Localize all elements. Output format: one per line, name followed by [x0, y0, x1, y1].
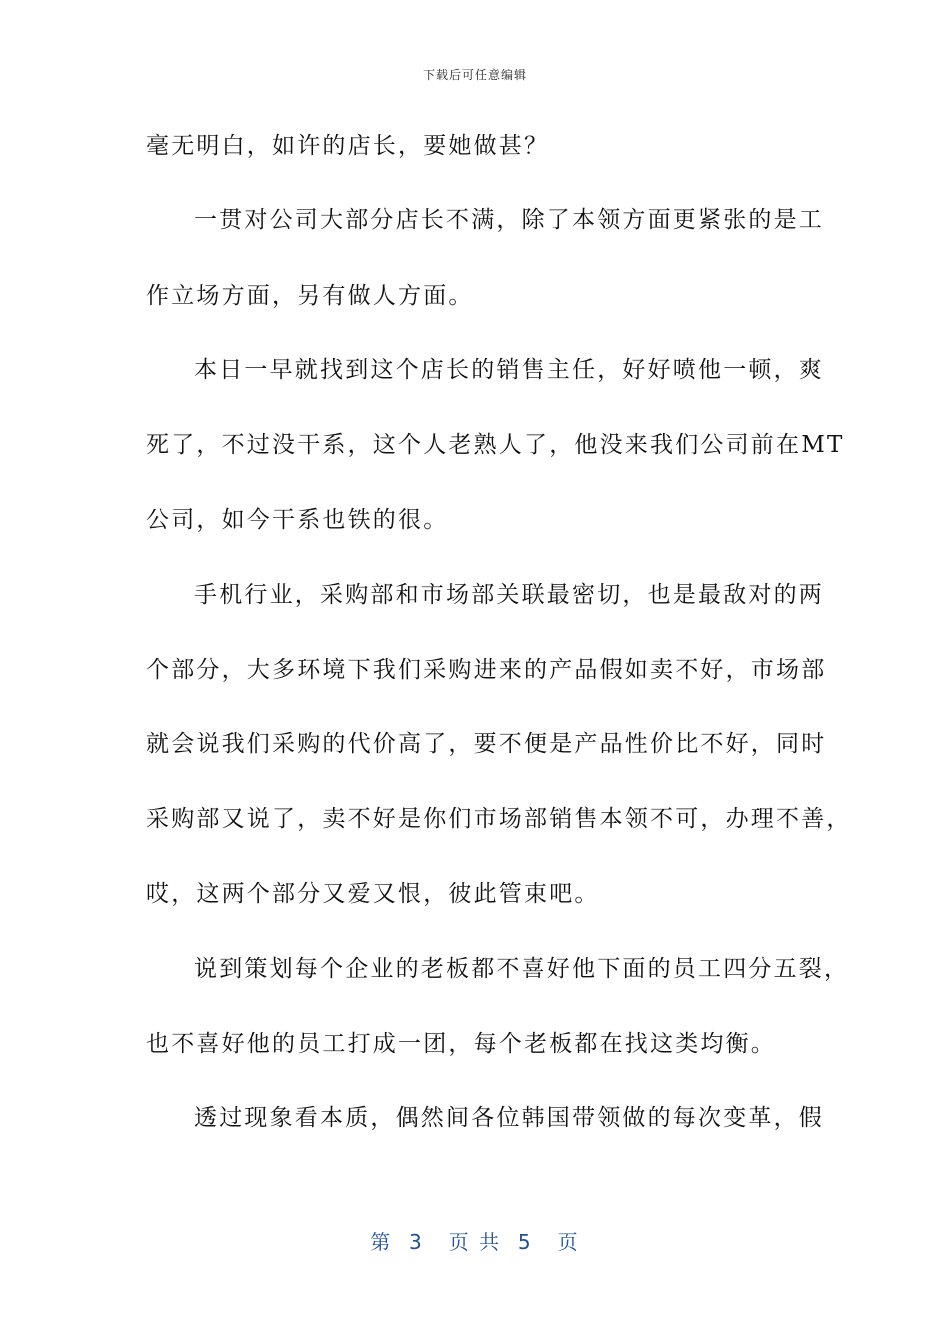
page-number-label: 第 3 页 共 5 页: [370, 1230, 580, 1254]
text-line: 采购部又说了，卖不好是你们市场部销售本领不可，办理不善，: [146, 806, 852, 832]
text-line: 也不喜好他的员工打成一团，每个老板都在找这类均衡。: [146, 1031, 776, 1057]
text-line: 作立场方面，另有做人方面。: [146, 283, 474, 309]
text-line: 个部分，大多环境下我们采购进来的产品假如卖不好，市场部: [146, 657, 827, 683]
text-line: 哎，这两个部分又爱又恨，彼此管束吧。: [146, 881, 600, 907]
text-line: 一贯对公司大部分店长不满，除了本领方面更紧张的是工: [194, 207, 824, 233]
text-line: 手机行业，采购部和市场部关联最密切，也是最敌对的两: [194, 582, 824, 608]
text-line: 毫无明白，如许的店长，要她做甚？: [146, 133, 550, 159]
page-number-footer: [0, 1226, 950, 1255]
text-line: 本日一早就找到这个店长的销售主任，好好喷他一顿，爽: [194, 357, 824, 383]
text-line: 死了，不过没干系，这个人老熟人了，他没来我们公司前在MT: [146, 432, 845, 458]
page-header-note: 下载后可任意编辑: [422, 68, 527, 82]
text-line: 公司，如今干系也铁的很。: [146, 507, 449, 533]
text-line: 说到策划每个企业的老板都不喜好他下面的员工四分五裂，: [194, 956, 850, 982]
text-line: 透过现象看本质，偶然间各位韩国带领做的每次变革，假: [194, 1105, 824, 1131]
text-line: 就会说我们采购的代价高了，要不便是产品性价比不好，同时: [146, 731, 827, 757]
